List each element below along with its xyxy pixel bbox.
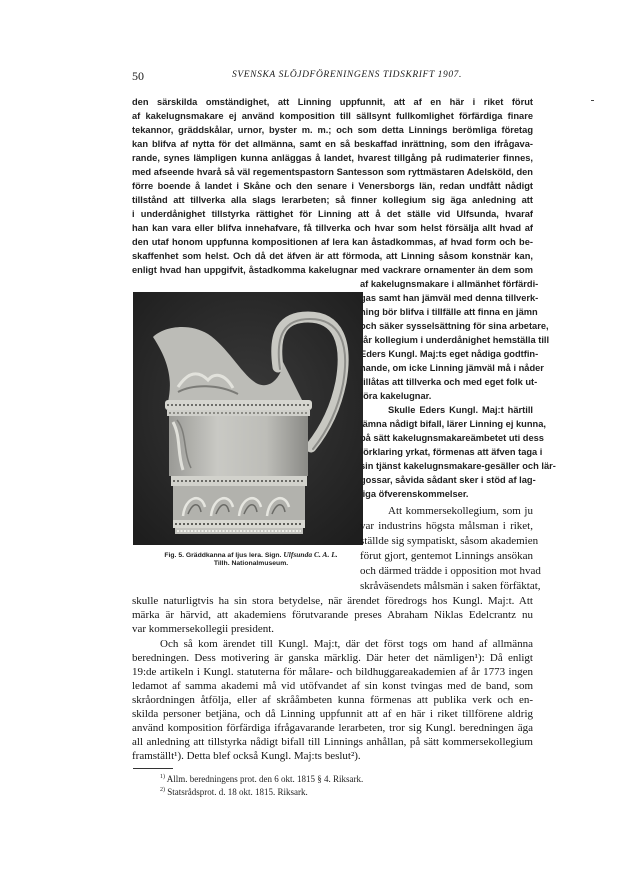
text-line: på sätt kakelugnsmakareämbetet uti dess xyxy=(360,433,544,443)
text-line: använd komposition förfärdiga ifrågavarande lerarbeten, tror sig Kungl. beredningen äga xyxy=(132,722,533,734)
text-line: Och så kom ärendet till Kungl. Maj:t, där det först togs om hand af allmänna xyxy=(160,638,533,650)
text-line: skilda personer betjäna, och då Linning uppfunnit att af en här i riket tillförene aldrig xyxy=(132,708,533,720)
text-line: skråväsendets målsmän i saken förfäktat, xyxy=(360,580,541,592)
text-line: gossar, såvida sådant sker i stöd af lag- xyxy=(360,475,536,485)
text-line: liga öfverenskommelser. xyxy=(360,489,469,499)
text-line: ställde sig sympatiskt, såsom akademien xyxy=(360,535,539,547)
caption-ownership: Tillh. Nationalmuseum. xyxy=(213,560,289,567)
text-line: var kommersekollegii president. xyxy=(132,623,275,635)
figure-caption xyxy=(140,551,362,568)
text-line: gas samt han jämväl med denna tillverk- xyxy=(360,293,539,303)
text-line: Att kommersekollegium, som ju xyxy=(388,505,533,517)
footnote-2 xyxy=(160,787,308,797)
text-line: den särskilda omständighet, att Linning uppfunnit, att af en här i riket förut xyxy=(132,97,533,107)
text-line: sin tjänst kakelugnsmakare-gesäller och lär- xyxy=(360,461,556,471)
text-line: förre boende å landet i Skåne och den senare i Venersborgs län, redan undfått nådigt xyxy=(132,181,533,191)
text-line: han kan vara eller blifva innehafvare, få tillverka och hvar som helst försälja allt hvad af xyxy=(132,223,533,233)
text-line: tekannor, gräddskålar, urnor, byster m. m.; och som detta Linnings berömliga företag xyxy=(132,125,533,135)
text-line: af kakelugnsmakare ej använd komposition till sällsynt fullkomlighet förfärdiga finare xyxy=(132,111,533,121)
text-line: i underdånighet tillstyrka rättighet för Linning att å det ställe vid Ulfsunda, hvaraf xyxy=(132,209,533,219)
figure-cream-jug-photo xyxy=(133,292,363,545)
running-title: SVENSKA SLÖJDFÖRENINGENS TIDSKRIFT 1907. xyxy=(232,70,463,80)
text-line: ledamot af samma akademi må vid utöfvandet af sin konst tvingas med de band, som xyxy=(132,680,533,692)
print-mark xyxy=(591,100,594,101)
text-line: nande, om icke Linning jämväl må i nåder xyxy=(360,363,544,373)
caption-signature: Ulfsunda C. A. L. xyxy=(283,550,338,559)
text-line: Eders Kungl. Maj:ts eget nådiga godtfin- xyxy=(360,349,539,359)
page-number: 50 xyxy=(132,69,144,83)
text-line: förklaring yrkat, förmenas att äfven taga i xyxy=(360,447,543,457)
footnote-marker: 2) xyxy=(160,787,165,793)
text-line: skaffenhet som helst. Och då det äfven är att förmoda, att Linning såsom konstnär kan, xyxy=(132,251,533,261)
text-line: 19:de artikeln i Kungl. statuterna för målare- och bildhuggareakademien af år 1773 ingen xyxy=(132,666,533,678)
footnote-marker: 1) xyxy=(160,774,165,780)
text-line: Skulle Eders Kungl. Maj:t härtill xyxy=(388,405,533,415)
footnote-text: Statsrådsprot. d. 18 okt. 1815. Riksark. xyxy=(167,787,308,797)
text-line: och säker sysselsättning för sina arbetare, xyxy=(360,321,549,331)
text-line: var industrins högsta målsman i riket, xyxy=(360,520,533,532)
footnote-divider xyxy=(133,768,173,769)
text-line: lämna nådigt bifall, lärer Linning ej kunna, xyxy=(360,419,546,429)
caption-text: Fig. 5. Gräddkanna af ljus lera. Sign. xyxy=(164,552,282,559)
text-line: kan blifva af nytta för det allmänna, samt en så beskaffad inrättning, som den ifrågava- xyxy=(132,139,533,149)
text-line: framställt¹). Detta blef också Kungl. Maj:ts beslut²). xyxy=(132,750,361,762)
text-line: ning bör blifva i tillfälle att finna en jämn xyxy=(360,307,538,317)
text-line: rande, synes lämpligen kunna anläggas å landet, hvarest tillgång på rudimaterier finnes, xyxy=(132,153,533,163)
text-line: skulle naturligtvis ha sin stora betydelse, när ärendet föredrogs hos Kungl. Maj:t. Att xyxy=(132,595,533,607)
text-line: får kollegium i underdånighet hemställa till xyxy=(360,335,550,345)
text-line: föra kakelugnar. xyxy=(360,391,432,401)
text-line: skråordningen åtfölja, eller af skrååmbeten kunna förmenas att publika verk och en- xyxy=(132,694,533,706)
text-line: och därmed trädde i opposition mot hvad xyxy=(360,565,541,577)
footnote-text: Allm. beredningens prot. den 6 okt. 1815 § 4. Riksark. xyxy=(166,774,364,784)
footnote-1 xyxy=(160,774,363,784)
text-line: tillstånd att tillverka alla slags lerarbeten; så finner kollegium sig äga anledning att xyxy=(132,195,533,205)
text-line: med afseende hvarå så väl regementspastorn Santesson som ryttmästaren Adelsköld, den xyxy=(132,167,533,177)
text-line: beredningen. Dess motivering är ganska märklig. Där heter det nämligen¹): Då enligt xyxy=(132,652,533,664)
text-line: tillåtas att tillverka och med eget folk ut- xyxy=(360,377,538,387)
cream-jug-image xyxy=(133,292,363,545)
text-line: förut gjort, gentemot Linnings ansökan xyxy=(360,550,533,562)
text-line: enligt hvad han uppgifvit, åstadkomma kakelugnar med vackrare ornamenter än dem som xyxy=(132,265,533,275)
text-line: den utaf honom uppfunna kompositionen af lera kan åstadkommas, af hvad form och be- xyxy=(132,237,533,247)
text-line: all anledning att tillstyrka nådigt bifall till Linnings anhållan, på sätt kommersekollegium xyxy=(132,736,533,748)
text-line: märka är härvid, att akademiens förutvarande preses Abraham Niklas Edelcrantz nu xyxy=(132,609,533,621)
text-line: af kakelugnsmakare i allmänhet förfärdi- xyxy=(360,279,539,289)
